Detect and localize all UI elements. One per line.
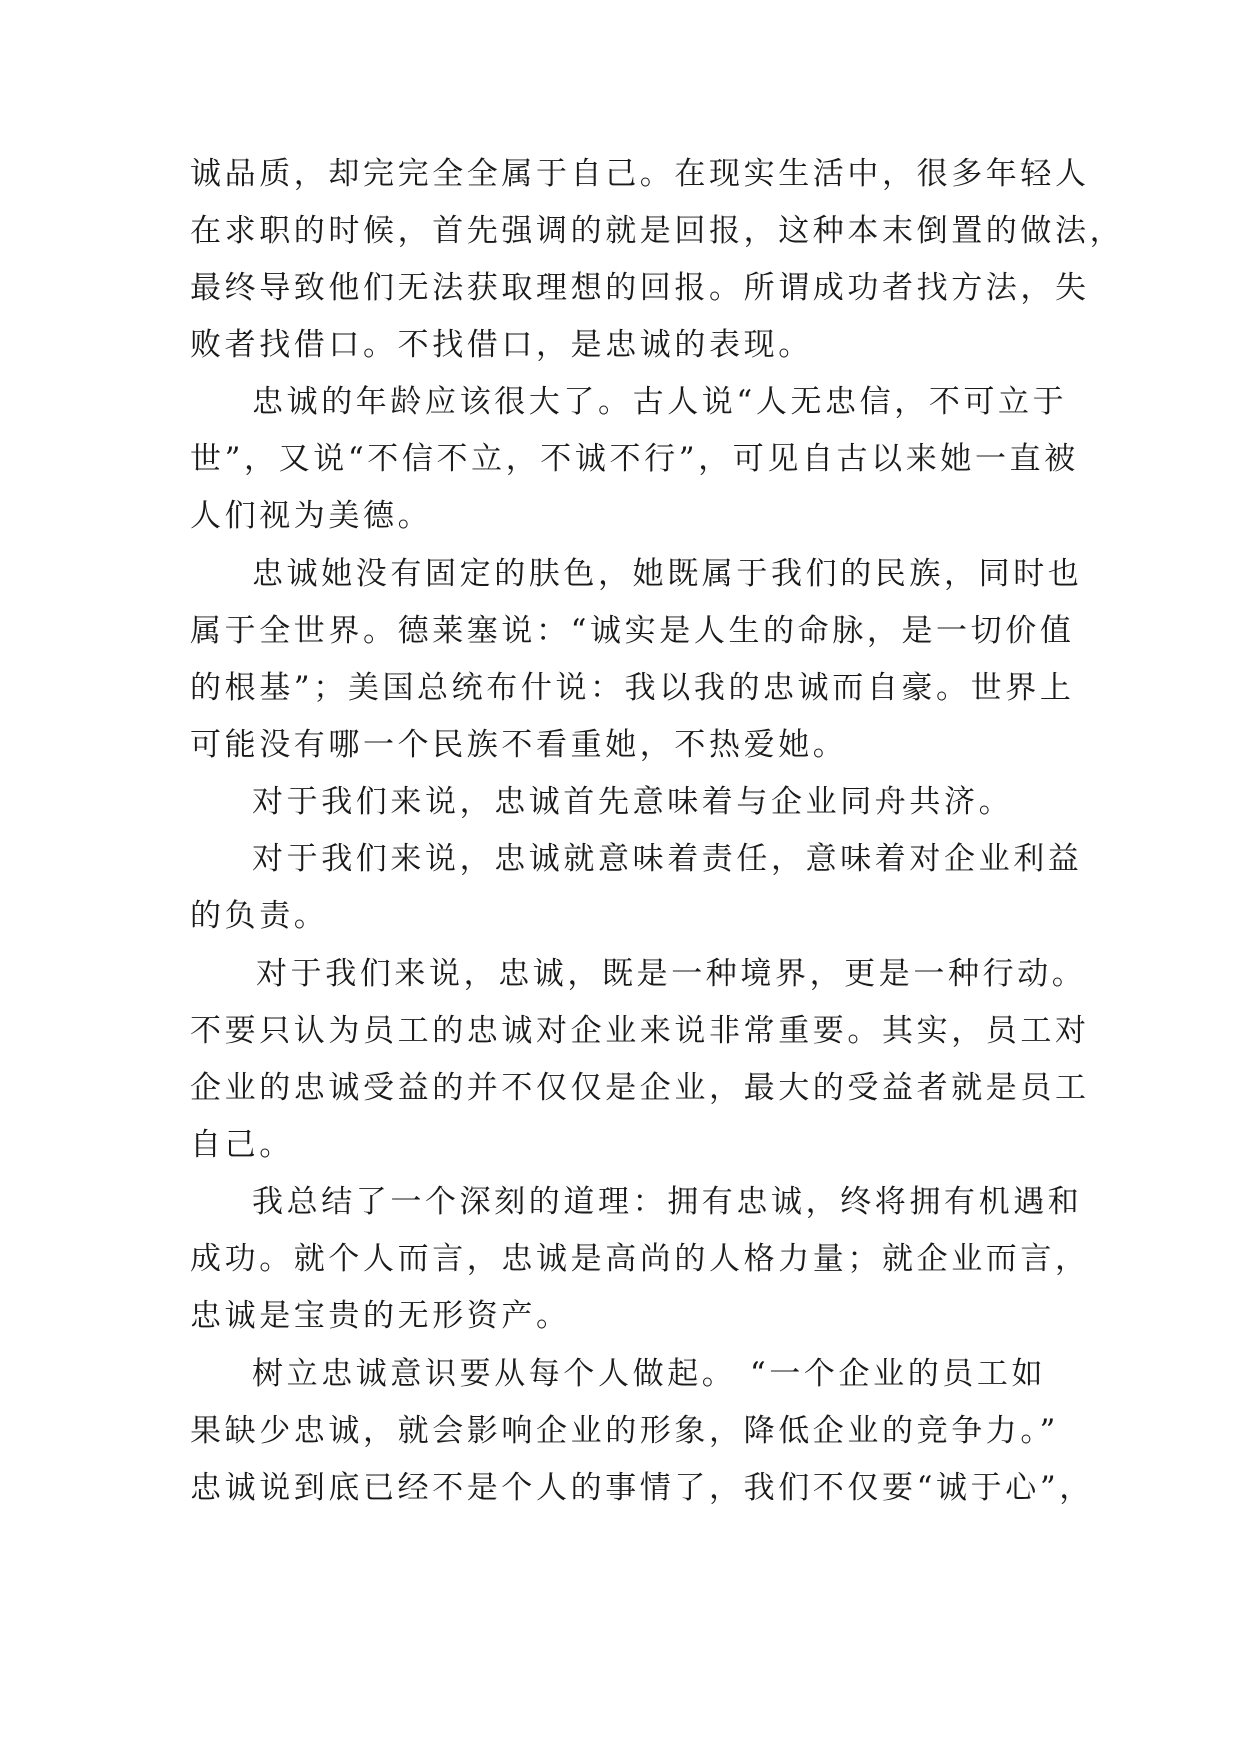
paragraph-first-line: 忠诚她没有固定的肤色，她既属于我们的民族，同时也 xyxy=(252,556,1083,592)
text-line: 的负责。 xyxy=(190,898,329,934)
text-line: 诚品质，却完完全全属于自己。在现实生活中，很多年轻人 xyxy=(190,156,1090,192)
text-line: 企业的忠诚受益的并不仅仅是企业，最大的受益者就是员工 xyxy=(190,1070,1090,1106)
paragraph-first-line: 对于我们来说，忠诚首先意味着与企业同舟共济。 xyxy=(252,784,1014,820)
paragraph-first-line: 对于我们来说，忠诚，既是一种境界，更是一种行动。 xyxy=(256,956,1087,992)
text-line: 在求职的时候，首先强调的就是回报，这种本末倒置的做法， xyxy=(190,213,1125,249)
text-line: 的根基”；美国总统布什说：我以我的忠诚而自豪。世界上 xyxy=(190,670,1075,706)
paragraph-first-line: 树立忠诚意识要从每个人做起。 “一个企业的员工如 xyxy=(252,1356,1047,1392)
text-line: 自己。 xyxy=(190,1127,294,1163)
paragraph-first-line: 对于我们来说，忠诚就意味着责任，意味着对企业利益 xyxy=(252,841,1083,877)
text-line: 属于全世界。德莱塞说：“诚实是人生的命脉，是一切价值 xyxy=(190,613,1075,649)
text-line: 忠诚是宝贵的无形资产。 xyxy=(190,1298,571,1334)
paragraph-first-line: 忠诚的年龄应该很大了。古人说“人无忠信，不可立于 xyxy=(252,384,1068,420)
text-line: 可能没有哪一个民族不看重她，不热爱她。 xyxy=(190,727,848,763)
text-line: 忠诚说到底已经不是个人的事情了，我们不仅要“诚于心”， xyxy=(190,1470,1094,1506)
paragraph-first-line: 我总结了一个深刻的道理：拥有忠诚，终将拥有机遇和 xyxy=(252,1184,1083,1220)
text-line: 人们视为美德。 xyxy=(190,498,433,534)
text-line: 世”，又说“不信不立，不诚不行”，可见自古以来她一直被 xyxy=(190,441,1079,477)
text-line: 果缺少忠诚，就会影响企业的形象，降低企业的竞争力。” xyxy=(190,1413,1059,1449)
text-line: 最终导致他们无法获取理想的回报。所谓成功者找方法，失 xyxy=(190,270,1090,306)
text-line: 不要只认为员工的忠诚对企业来说非常重要。其实，员工对 xyxy=(190,1013,1090,1049)
text-line: 成功。就个人而言，忠诚是高尚的人格力量；就企业而言， xyxy=(190,1241,1090,1277)
text-line: 败者找借口。不找借口，是忠诚的表现。 xyxy=(190,327,813,363)
